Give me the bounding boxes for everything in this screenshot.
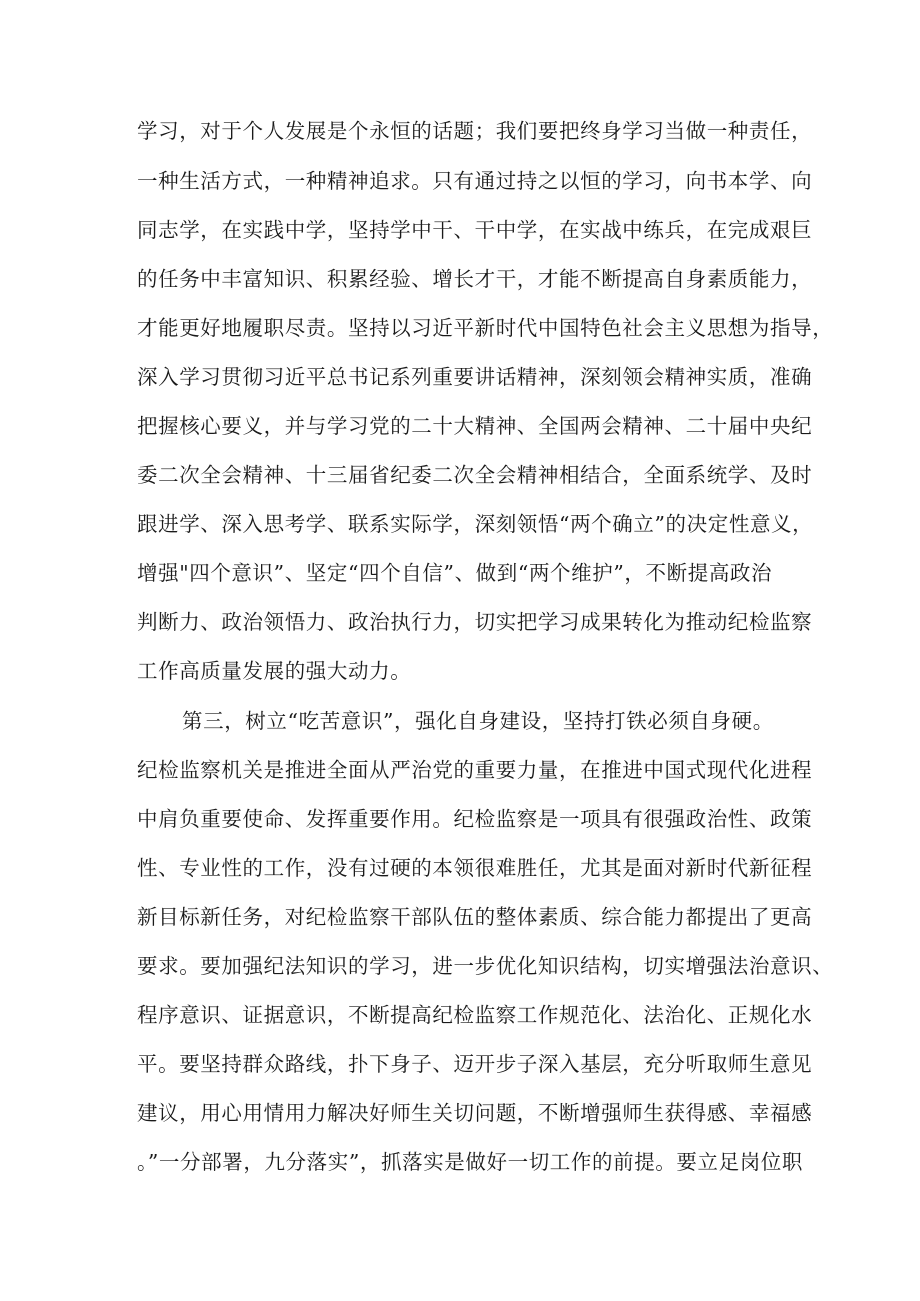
text-line: 性、专业性的工作，没有过硬的本领很难胜任，尤其是面对新时代新征程 <box>137 856 813 880</box>
text-line: 跟进学、深入思考学、联系实际学，深刻领悟“两个确立”的决定性意义， <box>137 512 814 536</box>
text-line: 深入学习贯彻习近平总书记系列重要讲话精神，深刻领会精神实质，准确 <box>137 365 813 389</box>
text-line: 中肩负重要使命、发挥重要作用。纪检监察是一项具有很强政治性、政策 <box>137 807 813 831</box>
text-line: 平。要坚持群众路线，扑下身子、迈开步子深入基层，充分听取师生意见 <box>137 1052 813 1076</box>
text-line: 程序意识、证据意识，不断提高纪检监察工作规范化、法治化、正规化水 <box>137 1003 813 1027</box>
text-line: 要求。要加强纪法知识的学习，进一步优化知识结构，切实增强法治意识、 <box>137 954 834 978</box>
text-line: 建议，用心用情用力解决好师生关切问题，不断增强师生获得感、幸福感 <box>137 1101 813 1125</box>
text-line: 委二次全会精神、十三届省纪委二次全会精神相结合，全面系统学、及时 <box>137 463 813 487</box>
text-line: 工作高质量发展的强大动力。 <box>137 659 412 683</box>
text-line: 新目标新任务，对纪检监察干部队伍的整体素质、综合能力都提出了更高 <box>137 905 813 929</box>
text-line: 。”一分部署，九分落实”，抓落实是做好一切工作的前提。要立足岗位职 <box>137 1150 804 1174</box>
text-line: 学习，对于个人发展是个永恒的话题；我们要把终身学习当做一种责任， <box>137 119 813 143</box>
text-line: 同志学，在实践中学，坚持学中干、干中学，在实战中练兵，在完成艰巨 <box>137 218 813 242</box>
text-line: 判断力、政治领悟力、政治执行力，切实把学习成果转化为推动纪检监察 <box>137 610 813 634</box>
text-line: 增强"四个意识”、坚定“四个自信”、做到“两个维护”，不断提高政治 <box>137 561 773 585</box>
text-line: 才能更好地履职尽责。坚持以习近平新时代中国特色社会主义思想为指导， <box>137 316 834 340</box>
text-line: 一种生活方式，一种精神追求。只有通过持之以恒的学习，向书本学、向 <box>137 169 813 193</box>
section-heading: 第三，树立“吃苦意识”，强化自身建设，坚持打铁必须自身硬。 <box>182 709 774 733</box>
text-line: 把握核心要义，并与学习党的二十大精神、全国两会精神、二十届中央纪 <box>137 414 813 438</box>
text-line: 的任务中丰富知识、积累经验、增长才干，才能不断提高自身素质能力， <box>137 267 813 291</box>
text-line: 纪检监察机关是推进全面从严治党的重要力量，在推进中国式现代化进程 <box>137 758 813 782</box>
